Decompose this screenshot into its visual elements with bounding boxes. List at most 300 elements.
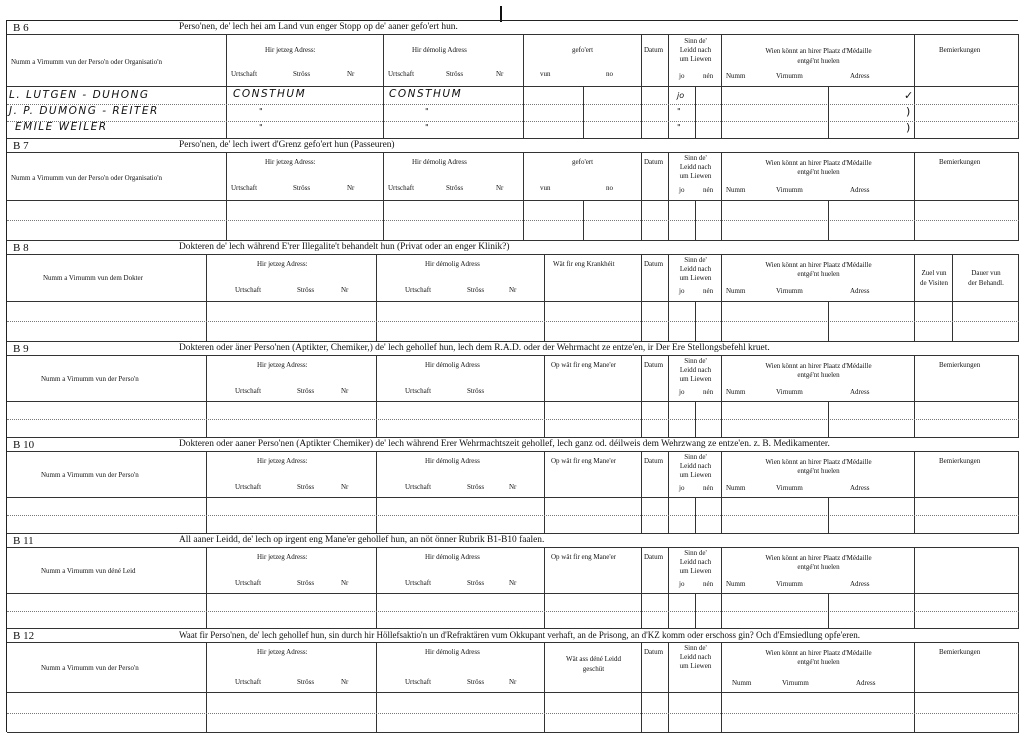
section-title: Dokteren de' lech während E'rer Illegalite't behandelt hun (Privat oder an enger Klinik?) (179, 242, 510, 252)
name-column-body (7, 201, 227, 241)
manner-body (545, 402, 642, 438)
remarks-header (915, 452, 1019, 498)
date-header (642, 255, 669, 302)
medal-label-2: entgé'nt huelen (797, 57, 840, 65)
former-address-header (377, 548, 545, 594)
section-title: Dokteren oder äner Perso'nen (Aptikter, Chemiker,) de' lech geholle​f hun, lech dem R.A.D. oder der Wehrmacht ze entze'en, ir Der Ere Stellongsbefehl kruet. (179, 343, 770, 353)
column-split (828, 302, 829, 342)
yes-label: jo (679, 388, 685, 396)
former-address-body (377, 402, 545, 438)
row-divider (7, 713, 1019, 714)
current-address-label: Hir jetzeg Adress: (257, 553, 308, 561)
name-label: Numm a Virnumm vun der Perso'n (41, 471, 139, 479)
former-address-header (384, 153, 524, 201)
surname-label: Numm (726, 388, 746, 396)
street-label: Ströss (446, 70, 464, 78)
former-address-label: Hir démolig Adress (425, 553, 480, 561)
yes-label: jo (679, 287, 685, 295)
street-label: Ströss (446, 184, 464, 192)
illness-header (545, 255, 642, 302)
surname-label: Numm (732, 679, 752, 687)
medal-body (722, 498, 915, 534)
date-header (642, 35, 669, 87)
duration-label-1: Dauer vun (971, 269, 1001, 277)
number-label: Nr (509, 483, 517, 491)
harm-header (545, 643, 642, 693)
number-label: Nr (509, 678, 517, 686)
life-risk-label-3: um Liewen (679, 567, 712, 575)
row-divider (7, 321, 1019, 322)
name-label: Numm a Virnumm vun der Perso'n (41, 375, 139, 383)
name-column-header (7, 356, 207, 402)
visits-header (915, 255, 953, 302)
medal-label-2: entgé'nt huelen (797, 467, 840, 475)
manner-body (545, 498, 642, 534)
harm-label-2: geschüt (582, 665, 605, 673)
life-risk-label-1: Sinn de' (684, 644, 707, 652)
firstname-label: Virnumm (776, 388, 803, 396)
section-header (7, 438, 1019, 452)
life-risk-header (669, 548, 722, 594)
name-column-body (7, 302, 207, 342)
remarks-label: Bemierkungen (939, 457, 981, 465)
row-divider (7, 515, 1019, 516)
remarks-label: Bemierkungen (939, 46, 981, 54)
number-label: Nr (341, 286, 349, 294)
life-risk-label-2: Leidd nach (679, 462, 712, 470)
no-label: nén (703, 580, 714, 588)
manner-header (545, 452, 642, 498)
date-label: Datum (644, 260, 664, 268)
driven-label: gefo'ert (572, 158, 594, 166)
no-label: nén (703, 72, 714, 80)
medal-label-1: Wien könnt an hirer Plaatz d'Médaille (765, 47, 872, 55)
medal-label-1: Wien könnt an hirer Plaatz d'Médaille (765, 649, 872, 657)
number-label: Nr (347, 70, 355, 78)
medal-label-1: Wien könnt an hirer Plaatz d'Médaille (765, 458, 872, 466)
name-label: Numm a Virnumm vun der Perso'n oder Organisatio'n (11, 174, 162, 182)
date-header (642, 452, 669, 498)
firstname-label: Virnumm (776, 186, 803, 194)
section-header (7, 139, 1019, 153)
number-label: Nr (347, 184, 355, 192)
from-label: vun (540, 184, 551, 192)
number-label: Nr (496, 184, 504, 192)
visits-body (915, 302, 953, 342)
life-risk-header (669, 153, 722, 201)
medal-label-1: Wien könnt an hirer Plaatz d'Médaille (765, 261, 872, 269)
life-risk-label-1: Sinn de' (684, 549, 707, 557)
street-label: Ströss (297, 483, 315, 491)
medal-header (722, 153, 915, 201)
number-label: Nr (509, 286, 517, 294)
remarks-header (915, 35, 1019, 87)
former-address-header (377, 452, 545, 498)
medal-header (722, 35, 915, 87)
address-label: Adress (850, 484, 870, 492)
section-id: B 10 (13, 439, 35, 451)
date-body (642, 87, 669, 139)
duration-header (953, 255, 1019, 302)
town-label: Urtschaft (235, 286, 262, 294)
town-label: Urtschaft (235, 483, 262, 491)
date-header (642, 548, 669, 594)
no-label: nén (703, 186, 714, 194)
driven-header (524, 153, 642, 201)
section-header (7, 241, 1019, 255)
column-split (828, 594, 829, 629)
medal-body (722, 402, 915, 438)
number-label: Nr (341, 387, 349, 395)
check-mark-icon: ✓ (904, 89, 914, 102)
medal-label-2: entgé'nt huelen (797, 658, 840, 666)
section-title: Perso'nen, de' lech iwert d'Grenz gefo'ert hun (Passeuren) (179, 140, 395, 150)
former-address-label: Hir démolig Adress (425, 457, 480, 465)
town-label: Urtschaft (388, 184, 415, 192)
row-divider (7, 121, 1019, 122)
yes-label: jo (679, 580, 685, 588)
number-label: Nr (341, 678, 349, 686)
current-address-body (207, 402, 377, 438)
date-label: Datum (644, 553, 664, 561)
column-split (695, 498, 696, 534)
to-label: no (606, 184, 613, 192)
column-split (828, 498, 829, 534)
remarks-header (915, 643, 1019, 693)
yes-label: jo (679, 484, 685, 492)
date-header (642, 643, 669, 693)
section-header (7, 342, 1019, 356)
current-address-body (227, 201, 384, 241)
row-divider (7, 611, 1019, 612)
number-label: Nr (341, 579, 349, 587)
column-split (695, 402, 696, 438)
former-address-header (384, 35, 524, 87)
former-address-label: Hir démolig Adress (425, 361, 480, 369)
medal-label-2: entgé'nt huelen (797, 270, 840, 278)
medal-label-2: entgé'nt huelen (797, 371, 840, 379)
town-label: Urtschaft (388, 70, 415, 78)
town-label: Urtschaft (405, 483, 432, 491)
current-address-label: Hir jetzeg Adress: (257, 260, 308, 268)
medal-body (722, 201, 915, 241)
life-risk-label-2: Leidd nach (679, 653, 712, 661)
current-address-header (207, 548, 377, 594)
entry-town-now: CONSTHUM (233, 88, 307, 100)
current-address-header (207, 643, 377, 693)
number-label: Nr (341, 483, 349, 491)
section-id: B 7 (13, 140, 29, 152)
entry-town-now: " (259, 107, 263, 116)
section-header (7, 534, 1019, 548)
former-address-label: Hir démolig Adress (412, 158, 467, 166)
date-body (642, 402, 669, 438)
name-column-header (7, 35, 227, 87)
former-address-body (377, 302, 545, 342)
firstname-label: Virnumm (776, 72, 803, 80)
remarks-label: Bemierkungen (939, 361, 981, 369)
life-risk-label-1: Sinn de' (684, 453, 707, 461)
former-address-header (377, 356, 545, 402)
date-body (642, 498, 669, 534)
address-label: Adress (850, 388, 870, 396)
life-risk-header (669, 452, 722, 498)
town-label: Urtschaft (235, 579, 262, 587)
section-b6 (7, 21, 1019, 139)
life-risk-label-2: Leidd nach (679, 163, 712, 171)
section-b11 (7, 534, 1019, 629)
life-risk-label-1: Sinn de' (684, 357, 707, 365)
number-label: Nr (509, 579, 517, 587)
surname-label: Numm (726, 287, 746, 295)
manner-label: Op wät fir eng Mane'er (551, 361, 617, 369)
row-divider (7, 419, 1019, 420)
section-title: Waat fir Perso'nen, de' lech gehollef hun, sin durch hir Höllefsaktio'n un d'Refraktären vum Okkupant verhaft, an de Prisong, an d'KZ komm oder erschoss gin? Och d'Emsiedlung opfe'eren. (179, 630, 860, 640)
column-split (695, 87, 696, 139)
column-split (695, 594, 696, 629)
street-label: Ströss (293, 70, 311, 78)
medal-label-1: Wien könnt an hirer Plaatz d'Médaille (765, 362, 872, 370)
current-address-header (227, 35, 384, 87)
section-b8 (7, 241, 1019, 342)
current-address-label: Hir jetzeg Adress: (257, 648, 308, 656)
current-address-header (207, 356, 377, 402)
manner-label: Op wät fir eng Mane'er (551, 553, 617, 561)
entry-name: EMILE WEILER (15, 121, 108, 133)
column-split (695, 201, 696, 241)
former-address-header (377, 643, 545, 693)
current-address-label: Hir jetzeg Adress: (265, 46, 316, 54)
street-label: Ströss (293, 184, 311, 192)
town-label: Urtschaft (235, 678, 262, 686)
medal-body (722, 87, 915, 139)
illness-body (545, 302, 642, 342)
section-id: B 9 (13, 343, 29, 355)
town-label: Urtschaft (405, 387, 432, 395)
date-label: Datum (644, 46, 664, 54)
former-address-body (384, 201, 524, 241)
check-mark-icon: ) (906, 105, 911, 118)
remarks-body (915, 402, 1019, 438)
address-label: Adress (856, 679, 876, 687)
check-mark-icon: ) (906, 121, 911, 134)
town-label: Urtschaft (405, 678, 432, 686)
medal-header (722, 356, 915, 402)
date-label: Datum (644, 648, 664, 656)
life-risk-header (669, 35, 722, 87)
life-risk-label-2: Leidd nach (679, 558, 712, 566)
town-label: Urtschaft (231, 184, 258, 192)
firstname-label: Virnumm (776, 287, 803, 295)
entry-town-then: " (425, 123, 429, 132)
to-label: no (606, 70, 613, 78)
yes-label: jo (679, 72, 685, 80)
medal-label-1: Wien könnt an hirer Plaatz d'Médaille (765, 554, 872, 562)
life-risk-label-3: um Liewen (679, 172, 712, 180)
column-split (583, 87, 584, 139)
section-header (7, 629, 1019, 643)
entry-life-risk: jo (677, 91, 685, 100)
visits-label-1: Zuel vun (921, 269, 947, 277)
name-column-header (7, 643, 207, 693)
section-title: All aaner Leidd, de' lech op irgent eng Mane'er gehollef hun, an nöt önner Rubrik B1-B10 faalen. (179, 535, 545, 545)
street-label: Ströss (297, 579, 315, 587)
name-label: Numm a Virnumm vun dem Dokter (43, 274, 143, 282)
harm-label-1: Wät ass déné Leidd (565, 655, 621, 663)
life-risk-header (669, 356, 722, 402)
no-label: nén (703, 484, 714, 492)
column-split (828, 87, 829, 139)
surname-label: Numm (726, 72, 746, 80)
former-address-label: Hir démolig Adress (425, 260, 480, 268)
address-label: Adress (850, 580, 870, 588)
manner-label: Op wät fir eng Mane'er (551, 457, 617, 465)
manner-header (545, 356, 642, 402)
address-label: Adress (850, 72, 870, 80)
name-column-header (7, 548, 207, 594)
section-title: Dokteren oder aaner Perso'nen (Aptikter Chemiker) de' lech während Erer Wehrmachtszeit gehollef, lech ganz od. déilweis dem Wehrzwang ze entze'en. z. B. Medikamenter. (179, 439, 830, 449)
firstname-label: Virnumm (776, 580, 803, 588)
town-label: Urtschaft (405, 286, 432, 294)
date-label: Datum (644, 361, 664, 369)
no-label: nén (703, 287, 714, 295)
street-label: Ströss (297, 678, 315, 686)
visits-label-2: de Visiten (919, 279, 949, 287)
street-label: Ströss (467, 483, 485, 491)
name-column-header (7, 153, 227, 201)
name-label: Numm a Virnumm vun déné Leid (41, 567, 136, 575)
entry-town-then: CONSTHUM (389, 88, 463, 100)
town-label: Urtschaft (405, 579, 432, 587)
section-b10 (7, 438, 1019, 534)
former-address-label: Hir démolig Adress (425, 648, 480, 656)
life-risk-label-1: Sinn de' (684, 256, 707, 264)
driven-label: gefo'ert (572, 46, 594, 54)
street-label: Ströss (467, 286, 485, 294)
section-title: Perso'nen, de' lech hei am Land vun enger Stopp op de' aaner gefo'ert hun. (179, 22, 458, 32)
firstname-label: Virnumm (782, 679, 809, 687)
section-b12 (7, 629, 1019, 733)
column-split (828, 402, 829, 438)
from-label: vun (540, 70, 551, 78)
current-address-label: Hir jetzeg Adress: (257, 361, 308, 369)
former-address-header (377, 255, 545, 302)
entry-town-now: " (259, 123, 263, 132)
medal-label-2: entgé'nt huelen (797, 168, 840, 176)
medal-label-2: entgé'nt huelen (797, 563, 840, 571)
life-risk-label-2: Leidd nach (679, 46, 712, 54)
life-risk-label-3: um Liewen (679, 375, 712, 383)
date-label: Datum (644, 158, 664, 166)
remarks-header (915, 548, 1019, 594)
life-risk-label-2: Leidd nach (679, 366, 712, 374)
life-risk-label-2: Leidd nach (679, 265, 712, 273)
remarks-label: Bemierkungen (939, 158, 981, 166)
street-label: Ströss (297, 286, 315, 294)
illness-label: Wät fir eng Krankhéit (553, 260, 615, 268)
remarks-header (915, 153, 1019, 201)
date-header (642, 356, 669, 402)
section-id: B 8 (13, 242, 29, 254)
current-address-label: Hir jetzeg Adress: (265, 158, 316, 166)
name-column-header (7, 255, 207, 302)
current-address-body (207, 302, 377, 342)
name-label: Numm a Virnumm vun der Perso'n (41, 664, 139, 672)
remarks-body (915, 87, 1019, 139)
town-label: Urtschaft (235, 387, 262, 395)
life-risk-label-3: um Liewen (679, 662, 712, 670)
date-label: Datum (644, 457, 664, 465)
name-column-header (7, 452, 207, 498)
current-address-header (227, 153, 384, 201)
driven-header (524, 35, 642, 87)
current-address-label: Hir jetzeg Adress: (257, 457, 308, 465)
date-header (642, 153, 669, 201)
column-split (828, 201, 829, 241)
entry-life-risk: " (677, 107, 681, 116)
current-address-body (207, 498, 377, 534)
no-label: nén (703, 388, 714, 396)
current-address-header (207, 255, 377, 302)
street-label: Ströss (297, 387, 315, 395)
date-body (642, 302, 669, 342)
entry-name: J. P. DUMONG - REITER (9, 105, 159, 117)
duration-label-2: der Behandl. (968, 279, 1004, 287)
street-label: Ströss (467, 678, 485, 686)
entry-life-risk: " (677, 123, 681, 132)
current-address-header (207, 452, 377, 498)
remarks-header (915, 356, 1019, 402)
section-id: B 6 (13, 22, 29, 34)
questionnaire-form (6, 20, 1018, 732)
name-column-body (7, 498, 207, 534)
street-label: Ströss (467, 579, 485, 587)
yes-label: jo (679, 186, 685, 194)
name-column-body (7, 402, 207, 438)
remarks-body (915, 201, 1019, 241)
town-label: Urtschaft (231, 70, 258, 78)
entry-name: L. LUTGEN - DUHONG (9, 89, 150, 101)
section-id: B 11 (13, 535, 34, 547)
life-risk-header (669, 643, 722, 693)
surname-label: Numm (726, 580, 746, 588)
column-split (695, 302, 696, 342)
manner-header (545, 548, 642, 594)
remarks-label: Bemierkungen (939, 648, 981, 656)
address-label: Adress (850, 287, 870, 295)
section-header (7, 21, 1019, 35)
life-risk-label-3: um Liewen (679, 55, 712, 63)
medal-label-1: Wien könnt an hirer Plaatz d'Médaille (765, 159, 872, 167)
surname-label: Numm (726, 186, 746, 194)
former-address-label: Hir démolig Adress (412, 46, 467, 54)
section-b7 (7, 139, 1019, 241)
street-label: Ströss (467, 387, 485, 395)
medal-header (722, 452, 915, 498)
life-risk-label-1: Sinn de' (684, 37, 707, 45)
former-address-body (377, 498, 545, 534)
column-split (583, 201, 584, 241)
name-label: Numm a Virnumm vun der Perso'n oder Organisatio'n (11, 58, 162, 66)
address-label: Adress (850, 186, 870, 194)
firstname-label: Virnumm (776, 484, 803, 492)
life-risk-label-1: Sinn de' (684, 154, 707, 162)
date-body (642, 201, 669, 241)
medal-header (722, 255, 915, 302)
section-b9 (7, 342, 1019, 438)
section-id: B 12 (13, 630, 35, 642)
life-risk-label-3: um Liewen (679, 471, 712, 479)
